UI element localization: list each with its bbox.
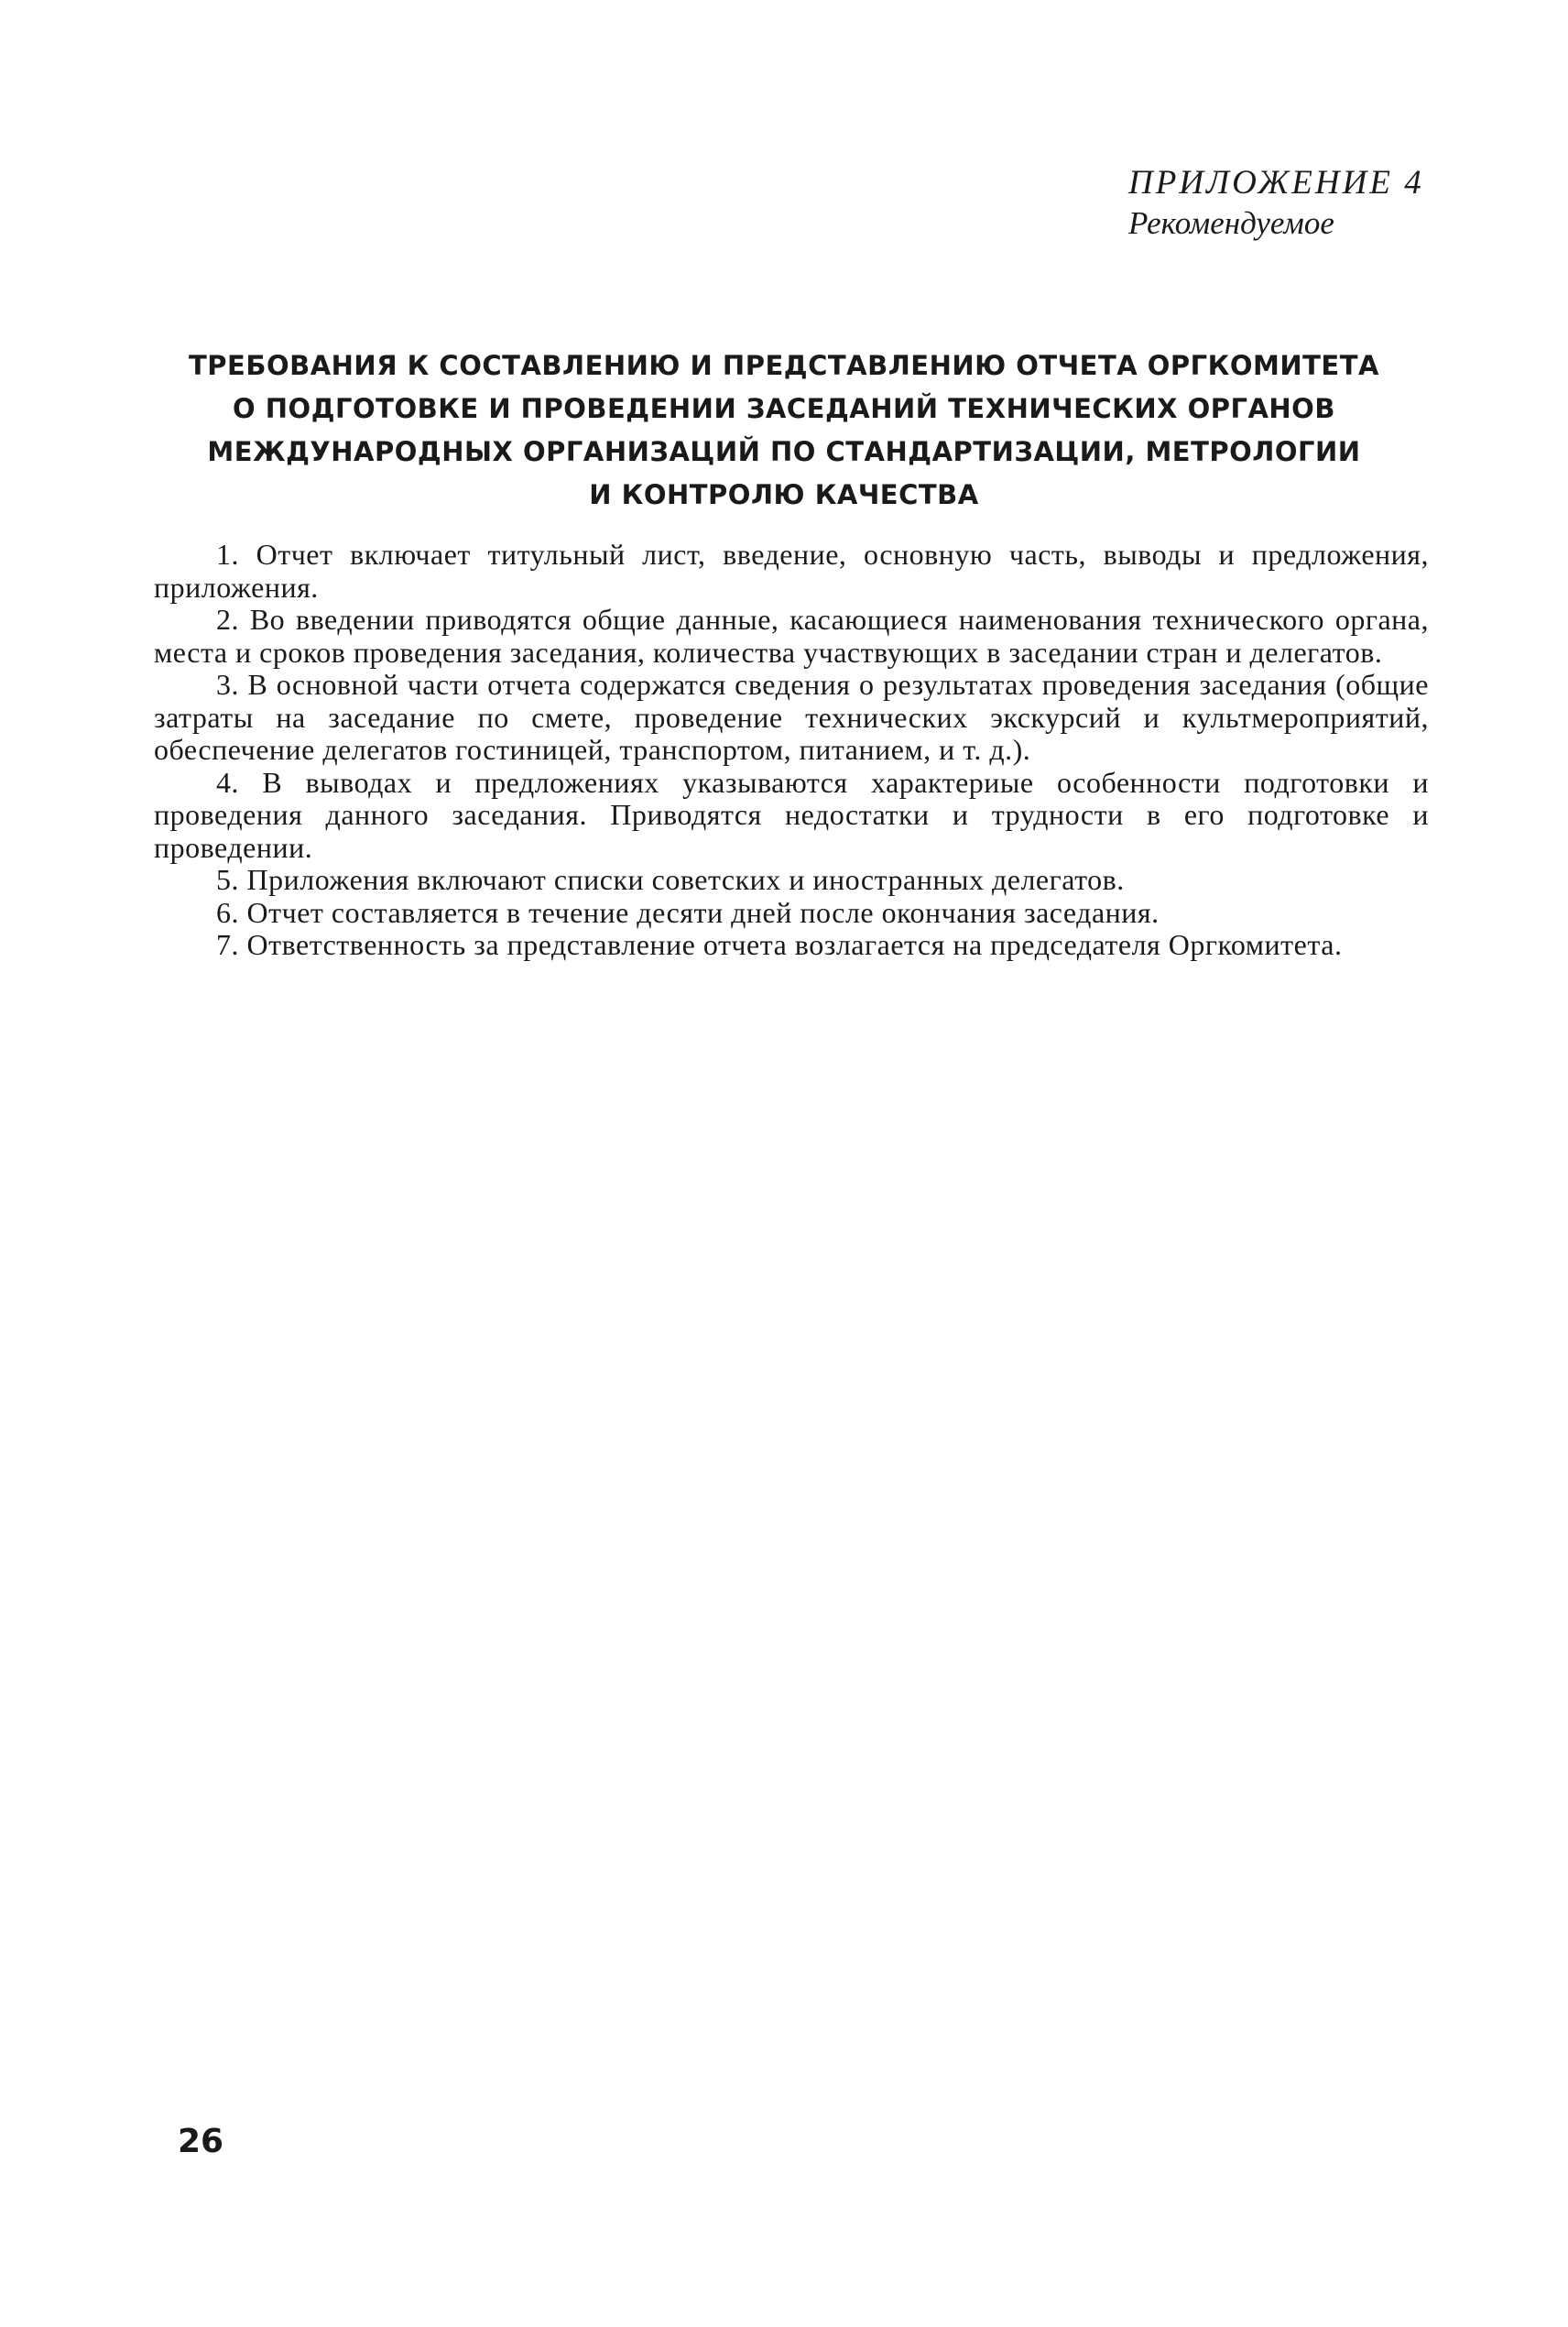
title-line: О ПОДГОТОВКЕ И ПРОВЕДЕНИИ ЗАСЕДАНИЙ ТЕХНИЧЕСКИХ ОРГАНОВ <box>233 393 1335 424</box>
title-line: МЕЖДУНАРОДНЫХ ОРГАНИЗАЦИЙ ПО СТАНДАРТИЗАЦИИ, МЕТРОЛОГИИ <box>207 436 1361 467</box>
paragraph-4: 4. В выводах и предложениях указываются характериые особенности подготовки и проведения данного заседания. Приводятся недостатки и трудности в его подготовке и проведении. <box>154 765 1429 864</box>
title-line: И КОНТРОЛЮ КАЧЕСТВА <box>589 479 979 510</box>
paragraph-5: 5. Приложения включают списки советских и иностранных делегатов. <box>216 863 1125 896</box>
paragraph-3: 3. В основной части отчета содержатся сведения о результатах проведения заседания (общие затраты на заседание по смете, проведение технических экскурсий и культмероприятий, обеспечение делегатов гостиницей, транспортом, питанием, и т. д.). <box>154 668 1429 766</box>
title-line: ТРЕБОВАНИЯ К СОСТАВЛЕНИЮ И ПРЕДСТАВЛЕНИЮ ОТЧЕТА ОРГКОМИТЕТА <box>189 350 1379 381</box>
appendix-status: Рекомендуемое <box>1128 205 1334 241</box>
appendix-label: ПРИЛОЖЕНИЕ 4 <box>1128 164 1424 202</box>
paragraph-6: 6. Отчет составляется в течение десяти дней после окончания заседания. <box>216 895 1160 929</box>
page-number: 26 <box>178 2123 224 2160</box>
paragraph-2: 2. Во введении приводятся общие данные, касающиеся наименования технического органа, места и сроков проведения заседания, количества участвующих в заседании стран и делегатов. <box>154 603 1429 669</box>
appendix-header <box>1128 163 1495 244</box>
body-text <box>154 539 1429 962</box>
document-title <box>147 344 1421 517</box>
paragraph-7: 7. Ответственность за представление отчета возлагается на председателя Оргкомитета. <box>216 928 1343 961</box>
paragraph-1: 1. Отчет включает титульный лист, введение, основную часть, выводы и предложения, приложения. <box>154 538 1429 604</box>
